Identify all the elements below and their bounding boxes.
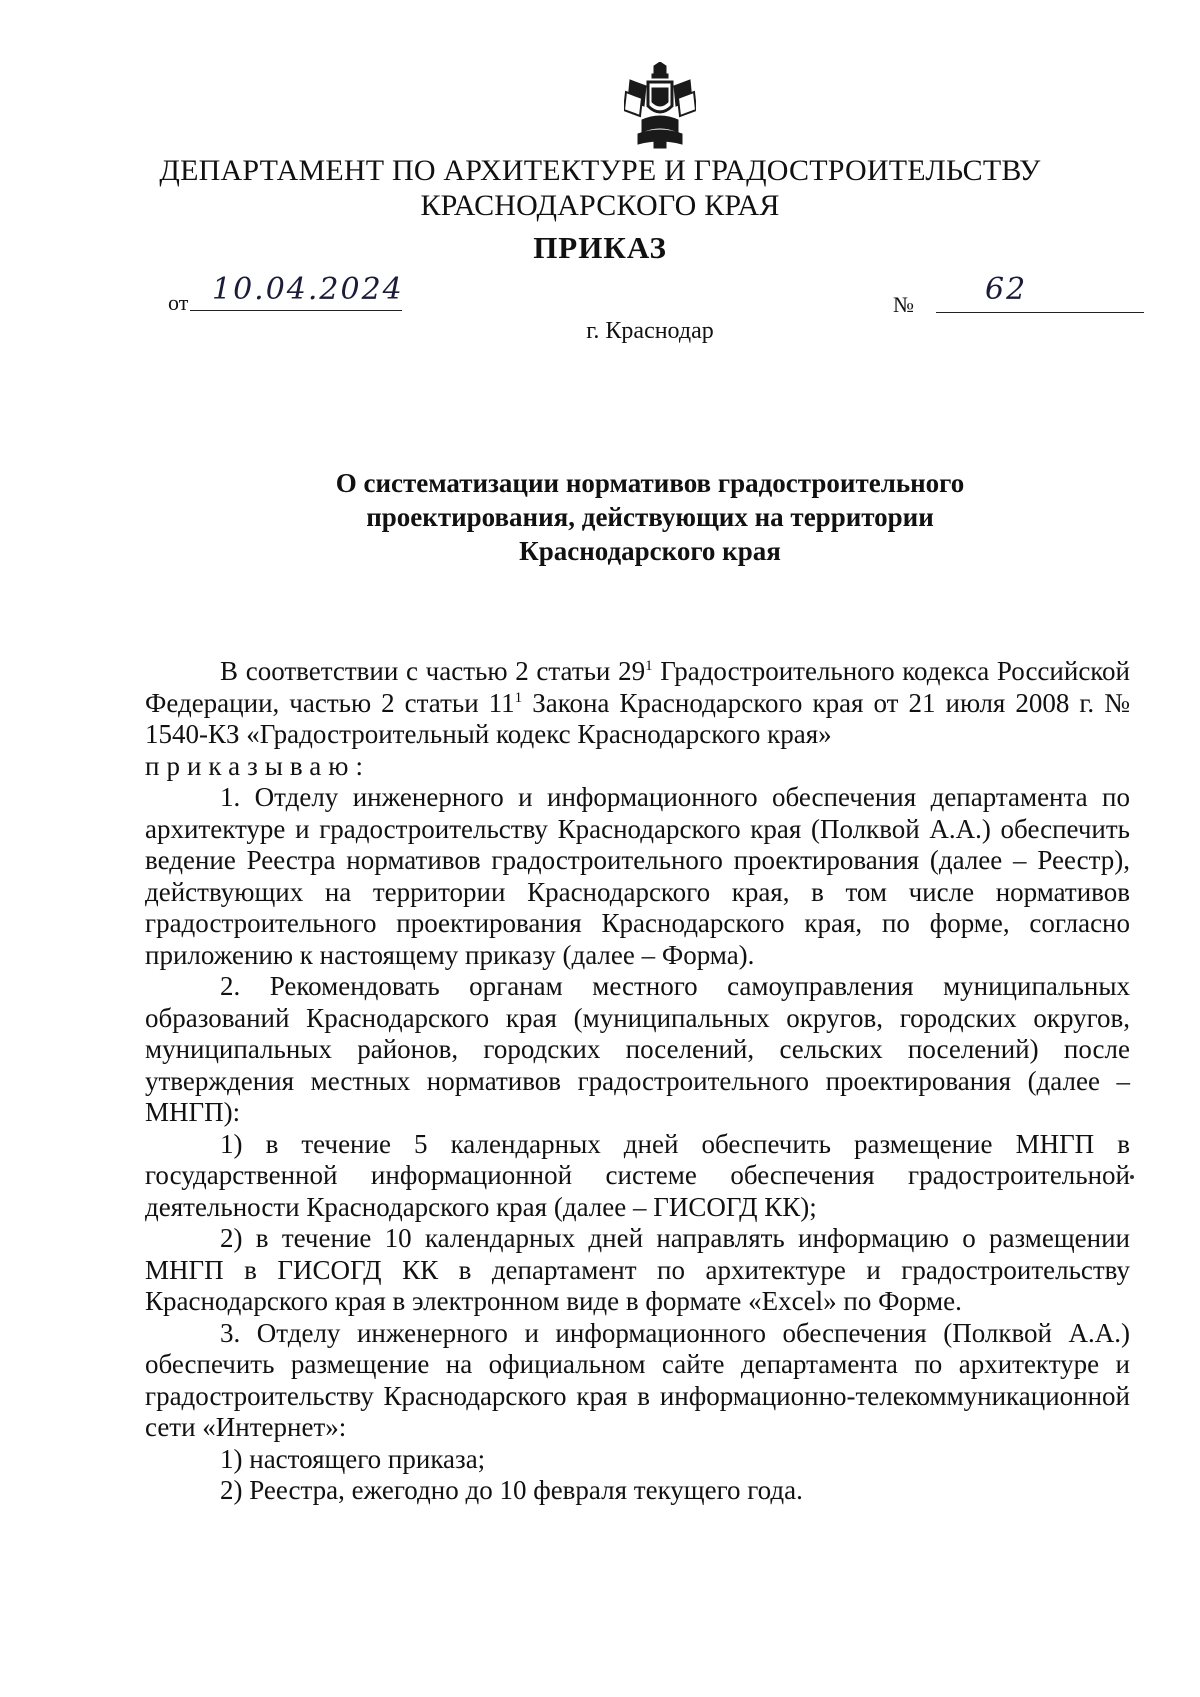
org-name-line1: ДЕПАРТАМЕНТ ПО АРХИТЕКТУРЕ И ГРАДОСТРОИТЕЛЬСТВУ bbox=[159, 154, 1041, 187]
date-value: 10.04.2024 bbox=[212, 272, 404, 307]
superscript: 1 bbox=[645, 658, 653, 674]
paragraph-subitem-3-2: 2) Реестра, ежегодно до 10 февраля текущего года. bbox=[220, 1475, 803, 1505]
document-subject bbox=[200, 466, 1100, 568]
paragraph-subitem-2-1: 1) в течение 5 календарных дней обеспечить размещение МНГП в государственной информационной системе обеспечения градостроительной деятельности Краснодарского края (далее – ГИСОГД КК); bbox=[145, 1128, 1130, 1222]
city: г. Краснодар bbox=[586, 318, 714, 344]
preamble-text: В соответствии с частью 2 статьи 29 bbox=[220, 656, 646, 686]
document-body bbox=[145, 656, 1130, 1507]
document-type: ПРИКАЗ bbox=[533, 230, 667, 265]
subject-line: О систематизации нормативов градостроительного bbox=[335, 468, 965, 498]
subject-line: Краснодарского края bbox=[519, 536, 781, 566]
number-label: № bbox=[893, 292, 914, 317]
paragraph-item-2: 2. Рекомендовать органам местного самоуправления муниципальных образований Краснодарского края (муниципальных округов, городских округов, муниципальных районов, городских поселений, сельских поселений) после утверждения местных нормативов градостроительного проектирования (далее – МНГП): bbox=[145, 971, 1130, 1127]
preamble-text: Закона Краснодарского края от 21 июля 2008 г. № 1540-КЗ «Градостроительный кодекс Краснодарского края» bbox=[145, 687, 1130, 749]
coat-of-arms-icon bbox=[624, 62, 696, 150]
org-name-line2: КРАСНОДАРСКОГО КРАЯ bbox=[420, 189, 780, 222]
number-field bbox=[936, 272, 1144, 313]
paragraph-item-1: 1. Отделу инженерного и информационного обеспечения департамента по архитектуре и градостроительству Краснодарского края (Полквой А.А.) обеспечить ведение Реестра нормативов градостроительного проектирования (далее – Реестр), действующих на территории Краснодарского края, в том числе нормативов градостроительного проектирования Краснодарского края, по форме, согласно приложению к настоящему приказу (далее – Форма). bbox=[145, 782, 1130, 970]
preamble-text: Градостроительного кодекса Российской Федерации, частью 2 статьи 11 bbox=[145, 656, 1130, 718]
order-word: приказываю: bbox=[145, 750, 370, 781]
superscript: 1 bbox=[514, 689, 523, 706]
paragraph-subitem-2-2: 2) в течение 10 календарных дней направлять информацию о размещении МНГП в ГИСОГД КК в департамент по архитектуре и градостроительству Краснодарского края в электронном виде в формате «Excel» по Форме. bbox=[145, 1223, 1130, 1316]
paragraph-item-3: 3. Отделу инженерного и информационного обеспечения (Полквой А.А.) обеспечить размещение на официальном сайте департамента по архитектуре и градостроительству Краснодарского края в информационно-телекоммуникационной сети «Интернет»: bbox=[145, 1317, 1130, 1442]
date-label: от bbox=[168, 290, 189, 315]
number-value: 62 bbox=[985, 272, 1028, 307]
scan-speck bbox=[1130, 1175, 1134, 1179]
subject-line: проектирования, действующих на территории bbox=[366, 502, 934, 532]
paragraph-subitem-3-1: 1) настоящего приказа; bbox=[220, 1443, 486, 1474]
paragraph-preamble bbox=[145, 656, 1130, 751]
